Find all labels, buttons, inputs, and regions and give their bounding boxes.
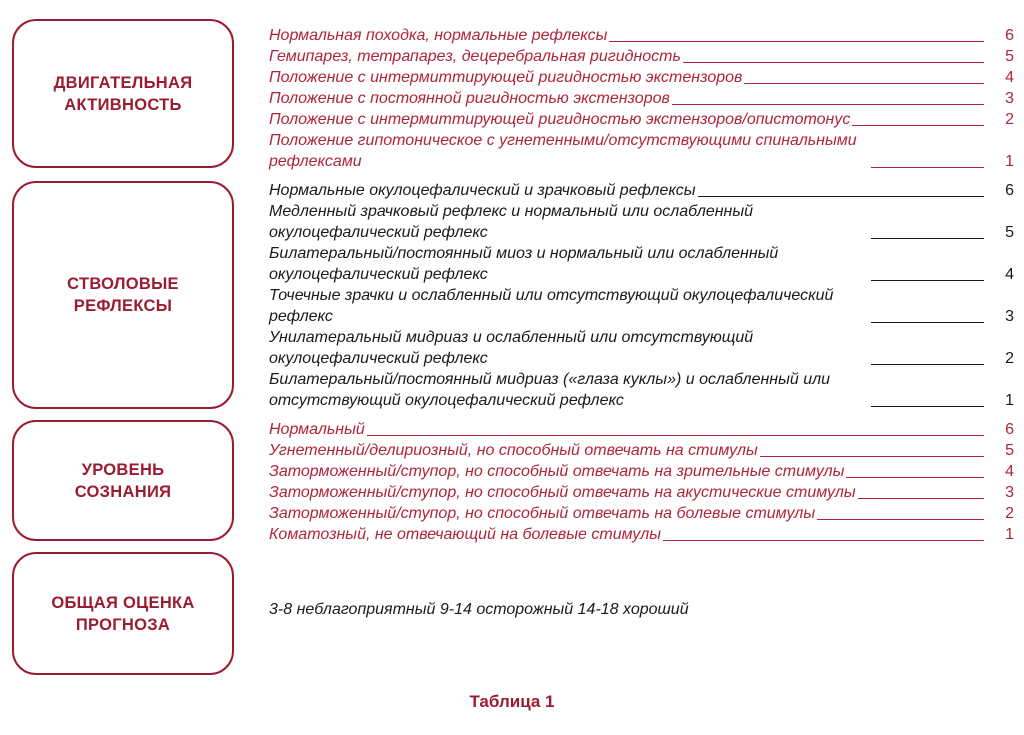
list-item: Гемипарез, тетрапарез, децеребральная ригидность 5	[269, 48, 1014, 65]
list-item: Заторможенный/ступор, но способный отвечать на болевые стимулы 2	[269, 505, 1014, 522]
prognosis-label-line1: ОБЩАЯ ОЦЕНКА	[51, 593, 195, 612]
motor-label-line2: АКТИВНОСТЬ	[64, 95, 182, 114]
list-item: Нормальная походка, нормальные рефлексы 6	[269, 27, 1014, 44]
motor-label-line1: ДВИГАТЕЛЬНАЯ	[53, 73, 193, 92]
brainstem-reflexes-label-box	[12, 181, 234, 409]
list-item: Положение гипотоническое с угнетенными/отсутствующими спинальными рефлексами 1	[269, 132, 1014, 170]
table-caption: Таблица 1	[469, 692, 555, 711]
list-item: Нормальный 6	[269, 421, 1014, 438]
list-item: Положение с интермиттирующей ригидностью экстензоров/опистотонус 2	[269, 111, 1014, 128]
list-item: Точечные зрачки и ослабленный или отсутствующий окулоцефалический рефлекс 3	[269, 287, 1014, 325]
list-item: Унилатеральный мидриаз и ослабленный или отсутствующий окулоцефалический рефлекс 2	[269, 329, 1014, 367]
motor-activity-label-box	[12, 19, 234, 168]
list-item: Заторможенный/ступор, но способный отвечать на зрительные стимулы 4	[269, 463, 1014, 480]
brainstem-label-line1: СТВОЛОВЫЕ	[67, 275, 179, 293]
prognosis-scale-text: 3-8 неблагоприятный 9-14 осторожный 14-18 хороший	[269, 601, 689, 618]
list-item: Медленный зрачковый рефлекс и нормальный или ослабленный окулоцефалический рефлекс 5	[269, 203, 1014, 241]
list-item: Заторможенный/ступор, но способный отвечать на акустические стимулы 3	[269, 484, 1014, 501]
list-item: Положение с интермиттирующей ригидностью экстензоров 4	[269, 69, 1014, 86]
list-item: Билатеральный/постоянный мидриаз («глаза куклы») и ослабленный или отсутствующий окулоцефалический рефлекс 1	[269, 371, 1014, 409]
brainstem-items-list	[269, 180, 1014, 411]
list-item: Коматозный, не отвечающий на болевые стимулы 1	[269, 526, 1014, 543]
brainstem-label-line2: РЕФЛЕКСЫ	[73, 297, 173, 315]
prognosis-label-box	[12, 552, 234, 675]
prognosis-label-line2: ПРОГНОЗА	[75, 615, 171, 634]
motor-items-list	[269, 25, 1014, 172]
consciousness-items-list	[269, 419, 1014, 545]
list-item: Угнетенный/делириозный, но способный отвечать на стимулы 5	[269, 442, 1014, 459]
list-item: Билатеральный/постоянный миоз и нормальный или ослабленный окулоцефалический рефлекс 4	[269, 245, 1014, 283]
consciousness-label-line2: СОЗНАНИЯ	[74, 482, 172, 501]
consciousness-label-box	[12, 420, 234, 541]
list-item: Нормальные окулоцефалический и зрачковый рефлексы 6	[269, 182, 1014, 199]
list-item: Положение с постоянной ригидностью экстензоров 3	[269, 90, 1014, 107]
consciousness-label-line1: УРОВЕНЬ	[81, 460, 165, 479]
